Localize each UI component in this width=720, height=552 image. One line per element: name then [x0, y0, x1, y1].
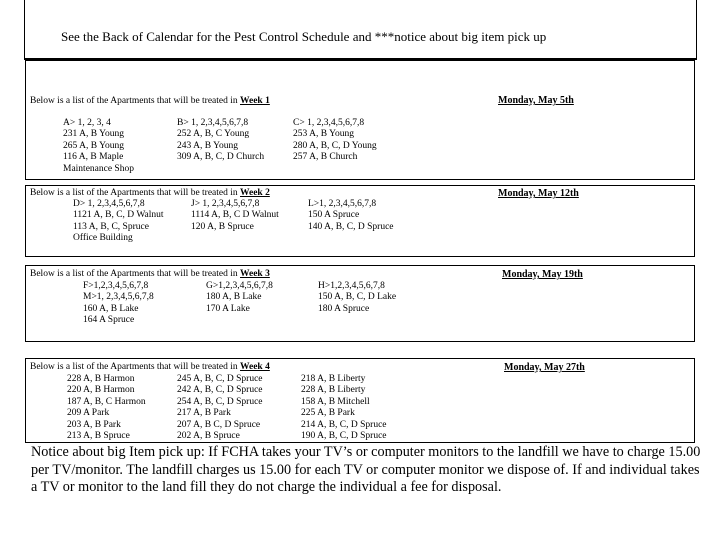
list-item: 140 A, B, C, D Spruce: [308, 221, 394, 232]
week-2-col-3: [308, 199, 394, 233]
list-item: 280 A, B, C, D Young: [293, 140, 377, 151]
week-3-date: Monday, May 19th: [502, 269, 583, 280]
header-text: See the Back of Calendar for the Pest Control Schedule and ***notice about big item pick up: [61, 29, 547, 44]
list-item: J> 1, 2,3,4,5,6,7,8: [191, 199, 260, 209]
list-item: 164 A Spruce: [83, 315, 135, 326]
list-item: L>1, 2,3,4,5,6,7,8: [308, 199, 377, 209]
list-item: 254 A, B, C, D Spruce: [177, 396, 263, 407]
week-3-intro: Below is a list of the Apartments that will be treated in Week 3: [30, 269, 270, 279]
list-item: 180 A Spruce: [318, 303, 370, 314]
week-2-date: Monday, May 12th: [498, 188, 579, 199]
list-item: 158 A, B Mitchell: [301, 396, 370, 407]
week-2-col-1: [73, 199, 164, 245]
list-item: 242 A, B, C, D Spruce: [177, 385, 263, 396]
list-item: 207 A, B C, D Spruce: [177, 419, 261, 430]
list-item: 265 A, B Young: [63, 140, 124, 151]
list-item: 202 A, B Spruce: [177, 431, 240, 442]
list-item: 231 A, B Young: [63, 129, 124, 140]
week-3-col-2: [206, 281, 273, 315]
week-4-col-3: [301, 374, 387, 442]
list-item: 213 A, B Spruce: [67, 431, 130, 442]
list-item: Office Building: [73, 233, 133, 244]
week-1-col-2: [177, 118, 264, 164]
list-item: 116 A, B Maple: [63, 152, 124, 163]
list-item: 253 A, B Young: [293, 129, 354, 140]
list-item: 1121 A, B, C, D Walnut: [73, 210, 164, 221]
week-4-intro: Below is a list of the Apartments that will be treated in Week 4: [30, 362, 270, 372]
list-item: 150 A Spruce: [308, 210, 360, 221]
list-item: 225 A, B Park: [301, 408, 355, 419]
week-4-label: Week 4: [240, 362, 270, 372]
week-3-col-3: [318, 281, 396, 315]
week-4-date: Monday, May 27th: [504, 362, 585, 373]
week-1-box: [25, 60, 695, 180]
list-item: H>1,2,3,4,5,6,7,8: [318, 281, 385, 291]
list-item: C> 1, 2,3,4,5,6,7,8: [293, 118, 365, 128]
list-item: 243 A, B Young: [177, 140, 238, 151]
list-item: 120 A, B Spruce: [191, 221, 254, 232]
list-item: 180 A, B Lake: [206, 292, 262, 303]
week-1-intro: Below is a list of the Apartments that will be treated in Week 1: [30, 96, 270, 106]
week-1-label: Week 1: [240, 96, 270, 106]
week-2-intro: Below is a list of the Apartments that will be treated in Week 2: [30, 188, 270, 198]
list-item: 187 A, B, C Harmon: [67, 396, 146, 407]
list-item: A> 1, 2, 3, 4: [63, 118, 111, 128]
list-item: 252 A, B, C Young: [177, 129, 250, 140]
week-3-box: [25, 265, 695, 342]
week-1-date: Monday, May 5th: [498, 95, 574, 106]
list-item: 209 A Park: [67, 408, 110, 419]
list-item: 170 A Lake: [206, 303, 250, 314]
list-item: 228 A, B Harmon: [67, 374, 135, 384]
list-item: 203 A, B Park: [67, 419, 121, 430]
list-item: B> 1, 2,3,4,5,6,7,8: [177, 118, 249, 128]
list-item: 220 A, B Harmon: [67, 385, 135, 396]
header-box: [24, 0, 697, 60]
list-item: F>1,2,3,4,5,6,7,8: [83, 281, 149, 291]
week-3-col-1: [83, 281, 154, 327]
list-item: 218 A, B Liberty: [301, 374, 366, 384]
week-2-label: Week 2: [240, 188, 270, 198]
list-item: 257 A, B Church: [293, 152, 358, 163]
week-4-box: [25, 358, 695, 443]
list-item: 309 A, B, C, D Church: [177, 152, 265, 163]
list-item: Maintenance Shop: [63, 163, 134, 174]
notice-text: Notice about big Item pick up: If FCHA takes your TV’s or computer monitors to the landfill we have to charge 15.00 per TV/monitor. The landfill charges us 15.00 for each TV or computer monitor we dispose of. If and individual takes a TV or monitor to the land fill they do not charge the individual a fee for disposal.: [31, 444, 701, 495]
list-item: 245 A, B, C, D Spruce: [177, 374, 263, 384]
week-4-col-2: [177, 374, 263, 442]
list-item: 150 A, B, C, D Lake: [318, 292, 397, 303]
week-1-col-1: [63, 118, 134, 175]
list-item: 113 A, B, C, Spruce: [73, 221, 149, 232]
list-item: D> 1, 2,3,4,5,6,7,8: [73, 199, 145, 209]
week-4-col-1: [67, 374, 146, 442]
week-1-col-3: [293, 118, 377, 164]
list-item: M>1, 2,3,4,5,6,7,8: [83, 292, 154, 303]
list-item: G>1,2,3,4,5,6,7,8: [206, 281, 273, 291]
list-item: 228 A, B Liberty: [301, 385, 366, 396]
list-item: 1114 A, B, C D Walnut: [191, 210, 279, 221]
week-2-box: [25, 185, 695, 257]
week-3-label: Week 3: [240, 269, 270, 279]
list-item: 160 A, B Lake: [83, 303, 139, 314]
list-item: 217 A, B Park: [177, 408, 231, 419]
list-item: 190 A, B, C, D Spruce: [301, 431, 387, 442]
list-item: 214 A, B, C, D Spruce: [301, 419, 387, 430]
week-2-col-2: [191, 199, 279, 233]
